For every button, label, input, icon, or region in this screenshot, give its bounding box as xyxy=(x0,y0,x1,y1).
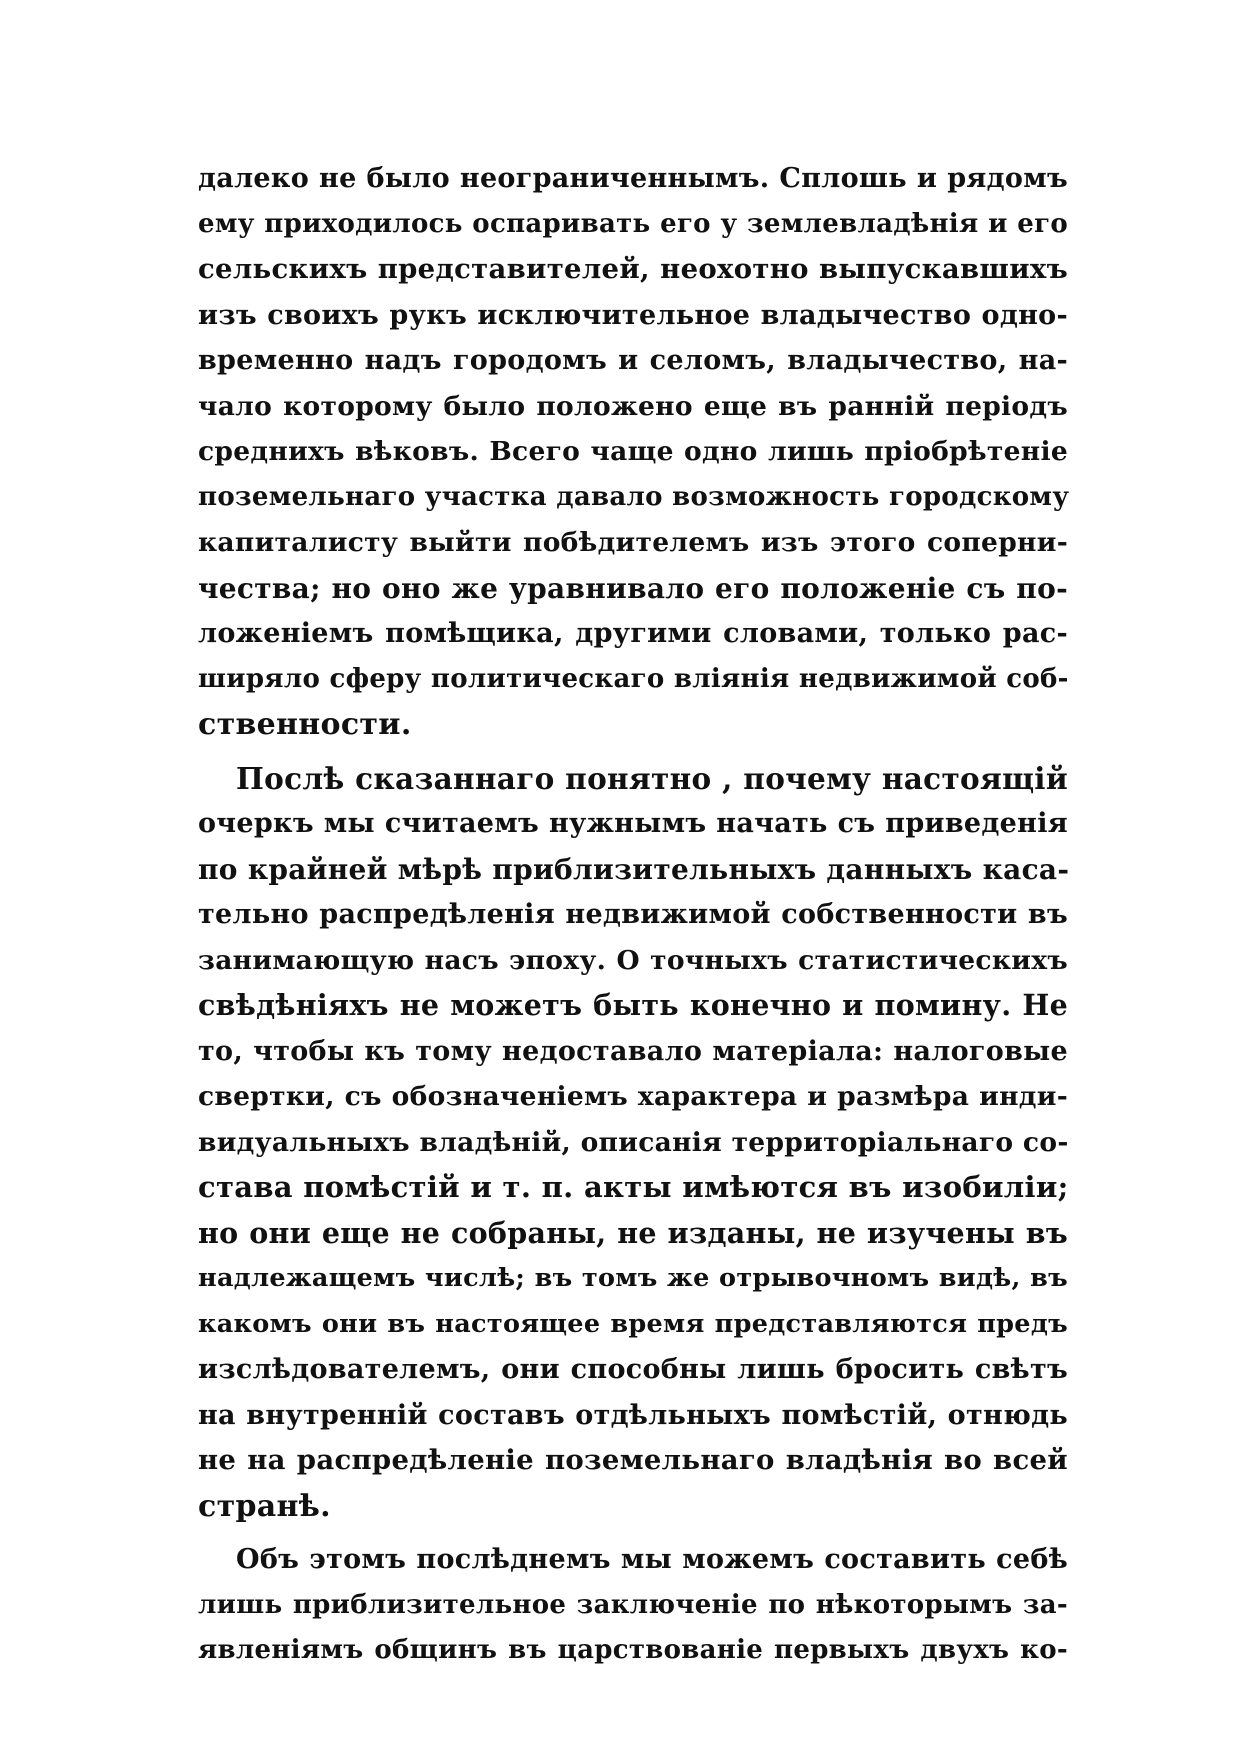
text-line: изслѣдователемъ, они способны лишь бросить свѣтъ xyxy=(198,1354,1068,1385)
text-line: явленіямъ общинъ въ царствованіе первыхъ двухъ ко- xyxy=(198,1635,1068,1665)
text-line: ственности. xyxy=(198,707,412,742)
text-line: то, чтобы къ тому недоставало матеріала: налоговые xyxy=(198,1035,1068,1067)
paragraph-gap xyxy=(198,748,1068,756)
text-line: очеркъ мы считаемъ нужнымъ начать съ приведенія xyxy=(198,808,1068,839)
text-line: среднихъ вѣковъ. Всего чаще одно лишь пріобрѣтеніе xyxy=(198,436,1068,467)
text-line: тельно распредѣленія недвижимой собственности въ xyxy=(198,899,1068,930)
text-line: чало которому было положено еще въ ранній періодъ xyxy=(198,390,1068,422)
text-line: лишь приблизительное заключеніе по нѣкоторымъ за- xyxy=(198,1589,1068,1620)
paragraph-2 xyxy=(198,756,1068,1530)
text-line: на внутренній составъ отдѣльныхъ помѣстій, отнюдь xyxy=(198,1399,1068,1431)
text-line: чества; но оно же уравнивало его положеніе съ по- xyxy=(198,571,1068,605)
text-line: надлежащемъ числѣ; въ томъ же отрывочномъ видѣ, въ xyxy=(198,1263,1068,1293)
text-line: капиталисту выйти побѣдителемъ изъ этого соперни- xyxy=(198,527,1068,558)
text-line: става помѣстій и т. п. акты имѣются въ изобиліи; xyxy=(198,1170,1069,1204)
text-line: поземельнаго участка давало возможность городскому xyxy=(198,481,1070,512)
paragraph-3 xyxy=(198,1537,1068,1674)
text-line: ложеніемъ помѣщика, другими словами, только рас- xyxy=(198,618,1068,649)
text-line: изъ своихъ рукъ исключительное владычество одно- xyxy=(198,299,1068,331)
text-line: свѣдѣніяхъ не можетъ быть конечно и помину. Не xyxy=(198,988,1068,1022)
text-line: далеко не было неограниченнымъ. Сплошь и рядомъ xyxy=(198,163,1068,194)
text-line: занимающую насъ эпоху. О точныхъ статистическихъ xyxy=(198,944,1068,976)
text-line: видуальныхъ владѣній, описанія территоріальнаго со- xyxy=(198,1126,1069,1158)
body-text xyxy=(198,156,1068,1674)
text-line: не на распредѣленіе поземельнаго владѣнія во всей xyxy=(198,1444,1068,1476)
text-line: по крайней мѣрѣ приблизительныхъ данныхъ каса- xyxy=(198,852,1070,886)
paragraph-gap xyxy=(198,1529,1068,1537)
text-line: Послѣ сказаннаго понятно , почему настоящій xyxy=(236,760,1068,796)
paragraph-1 xyxy=(198,156,1068,748)
text-line: временно надъ городомъ и селомъ, владычество, на- xyxy=(198,345,1068,376)
text-line: свертки, съ обозначеніемъ характера и размѣра инди- xyxy=(198,1081,1068,1112)
text-line: какомъ они въ настоящее время представляются предъ xyxy=(198,1308,1068,1339)
text-line: ему приходилось оспаривать его у землевладѣнія и его xyxy=(198,208,1068,239)
text-line: Объ этомъ послѣднемъ мы можемъ составить себѣ xyxy=(236,1544,1068,1575)
text-line: но они еще не собраны, не изданы, не изучены въ xyxy=(198,1215,1068,1250)
text-line: сельскихъ представителей, неохотно выпускавшихъ xyxy=(198,253,1068,285)
text-line: странѣ. xyxy=(198,1488,331,1524)
text-line: ширяло сферу политическаго вліянія недвижимой соб- xyxy=(198,663,1069,694)
